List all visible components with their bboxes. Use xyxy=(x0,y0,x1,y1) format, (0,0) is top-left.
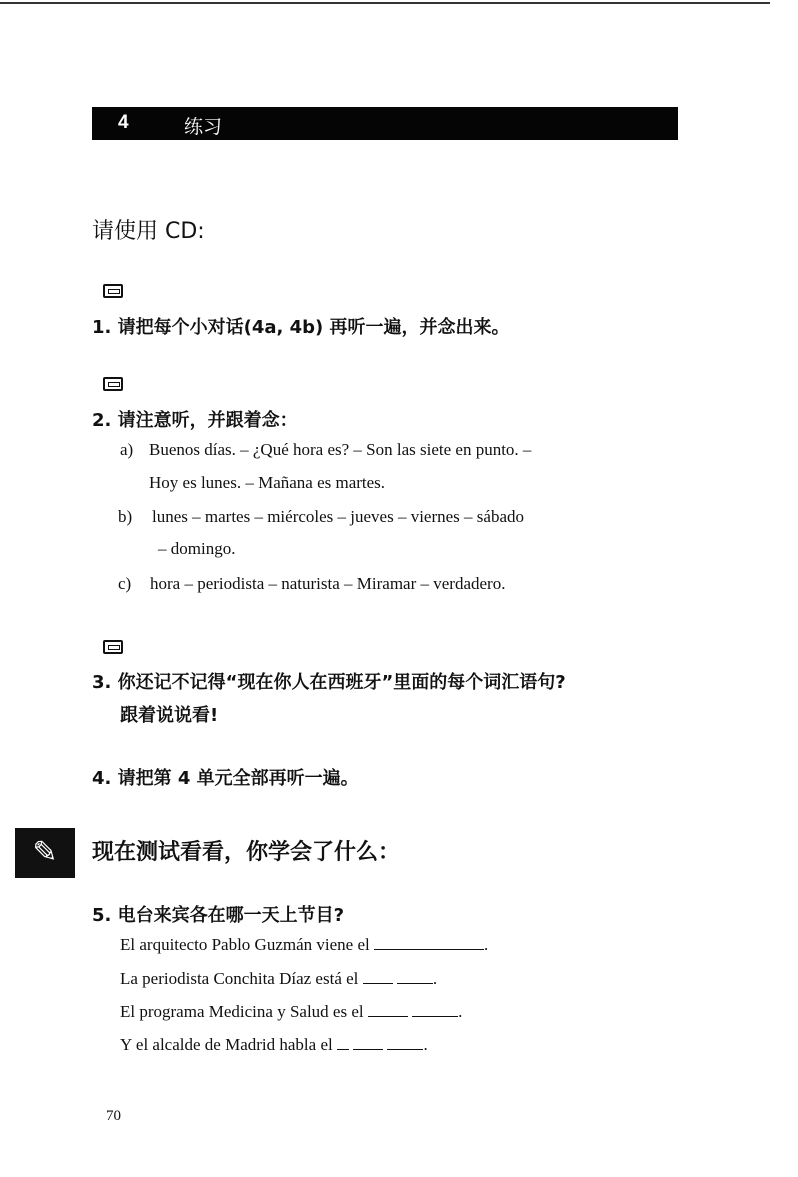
sentence-4: Y el alcalde de Madrid habla el . xyxy=(120,1035,428,1054)
sub-label-b: b) xyxy=(118,507,133,526)
exercise-3-line-1: 3. 你还记不记得“现在你人在西班牙”里面的每个词汇语句? xyxy=(92,672,566,693)
top-border xyxy=(0,2,770,4)
sub-b-line-1: lunes – martes – miércoles – jueves – viernes – sábado xyxy=(152,507,525,526)
cassette-icon xyxy=(103,377,123,391)
pencil-icon: ✎ xyxy=(15,828,75,878)
answer-blank[interactable] xyxy=(368,1002,408,1017)
sub-a-line-2: Hoy es lunes. – Mañana es martes. xyxy=(149,473,386,492)
section-title: 练习 xyxy=(184,116,223,138)
answer-blank[interactable] xyxy=(412,1002,458,1017)
sentence-3: El programa Medicina y Salud es el . xyxy=(120,1002,463,1021)
sub-b-line-2: – domingo. xyxy=(158,539,236,558)
answer-blank[interactable] xyxy=(387,1035,423,1050)
answer-blank[interactable] xyxy=(397,969,433,984)
sub-label-c: c) xyxy=(118,574,132,593)
sentence-1: El arquitecto Pablo Guzmán viene el . xyxy=(120,935,489,954)
cassette-icon xyxy=(103,284,123,298)
answer-blank[interactable] xyxy=(337,1035,349,1050)
answer-blank[interactable] xyxy=(353,1035,383,1050)
cd-heading: 请使用 CD: xyxy=(92,219,205,244)
page-number: 70 xyxy=(106,1108,121,1124)
section-number: 4 xyxy=(118,112,129,133)
exercise-4: 4. 请把第 4 单元全部再听一遍。 xyxy=(92,768,359,789)
cassette-icon xyxy=(103,640,123,654)
exercise-3-line-2: 跟着说说看! xyxy=(120,705,219,726)
sub-a-line-1: Buenos días. – ¿Qué hora es? – Son las siete en punto. – xyxy=(149,440,532,459)
exercise-2: 2. 请注意听，并跟着念： xyxy=(92,410,298,431)
sentence-text: El programa Medicina y Salud es el xyxy=(120,1002,364,1021)
section-header xyxy=(92,107,678,140)
sub-c-line-1: hora – periodista – naturista – Miramar – verdadero. xyxy=(150,574,506,593)
sentence-2: La periodista Conchita Díaz está el . xyxy=(120,969,438,988)
test-heading: 现在测试看看，你学会了什么： xyxy=(92,840,401,865)
sentence-text: El arquitecto Pablo Guzmán viene el xyxy=(120,935,370,954)
answer-blank[interactable] xyxy=(374,935,484,950)
sub-label-a: a) xyxy=(120,440,134,459)
exercise-1: 1. 请把每个小对话(4a, 4b) 再听一遍，并念出来。 xyxy=(92,317,510,338)
sentence-text: La periodista Conchita Díaz está el xyxy=(120,969,359,988)
sentence-text: Y el alcalde de Madrid habla el xyxy=(120,1035,333,1054)
exercise-5: 5. 电台来宾各在哪一天上节目? xyxy=(92,905,345,926)
answer-blank[interactable] xyxy=(363,969,393,984)
